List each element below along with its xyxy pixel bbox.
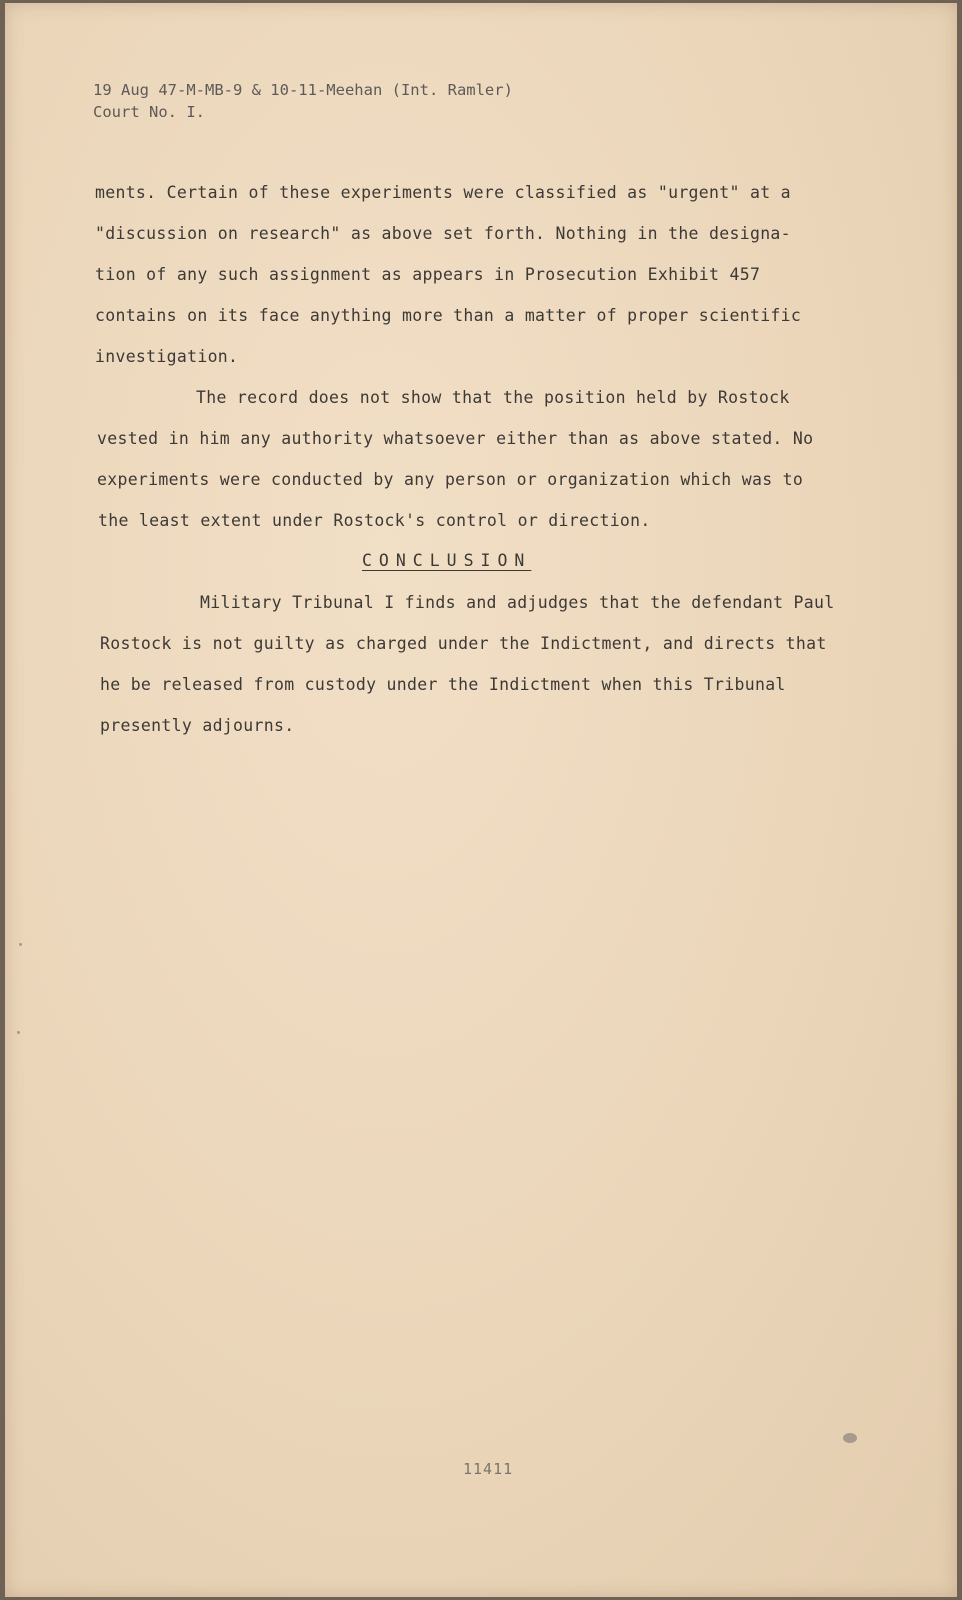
- body-line: "discussion on research" as above set forth. Nothing in the designa-: [95, 224, 791, 243]
- body-line: The record does not show that the position held by Rostock: [196, 388, 790, 407]
- body-line: contains on its face anything more than a matter of proper scientific: [95, 306, 802, 325]
- body-line: experiments were conducted by any person or organization which was to: [97, 470, 804, 489]
- paper-speck: [19, 943, 22, 946]
- body-line: the least extent under Rostock's control or direction.: [98, 511, 651, 530]
- conclusion-heading: CONCLUSION: [362, 551, 532, 570]
- document-header: [93, 79, 513, 123]
- body-line: ments. Certain of these experiments were classified as "urgent" at a: [95, 183, 791, 202]
- conclusion-line: Military Tribunal I finds and adjudges that the defendant Paul: [200, 593, 835, 612]
- body-line: investigation.: [95, 347, 239, 366]
- paper-speck: [843, 1433, 857, 1443]
- conclusion-line: Rostock is not guilty as charged under the Indictment, and directs that: [100, 634, 827, 653]
- body-line: tion of any such assignment as appears in Prosecution Exhibit 457: [95, 265, 761, 284]
- header-court-line: Court No. I.: [93, 103, 205, 121]
- conclusion-line: presently adjourns.: [100, 716, 295, 735]
- page-number: 11411: [463, 1460, 514, 1478]
- conclusion-line: he be released from custody under the Indictment when this Tribunal: [100, 675, 786, 694]
- body-line: vested in him any authority whatsoever either than as above stated. No: [97, 429, 814, 448]
- paper-speck: [17, 1031, 20, 1034]
- document-page: [5, 3, 957, 1597]
- header-reference-line: 19 Aug 47-M-MB-9 & 10-11-Meehan (Int. Ramler): [93, 81, 513, 99]
